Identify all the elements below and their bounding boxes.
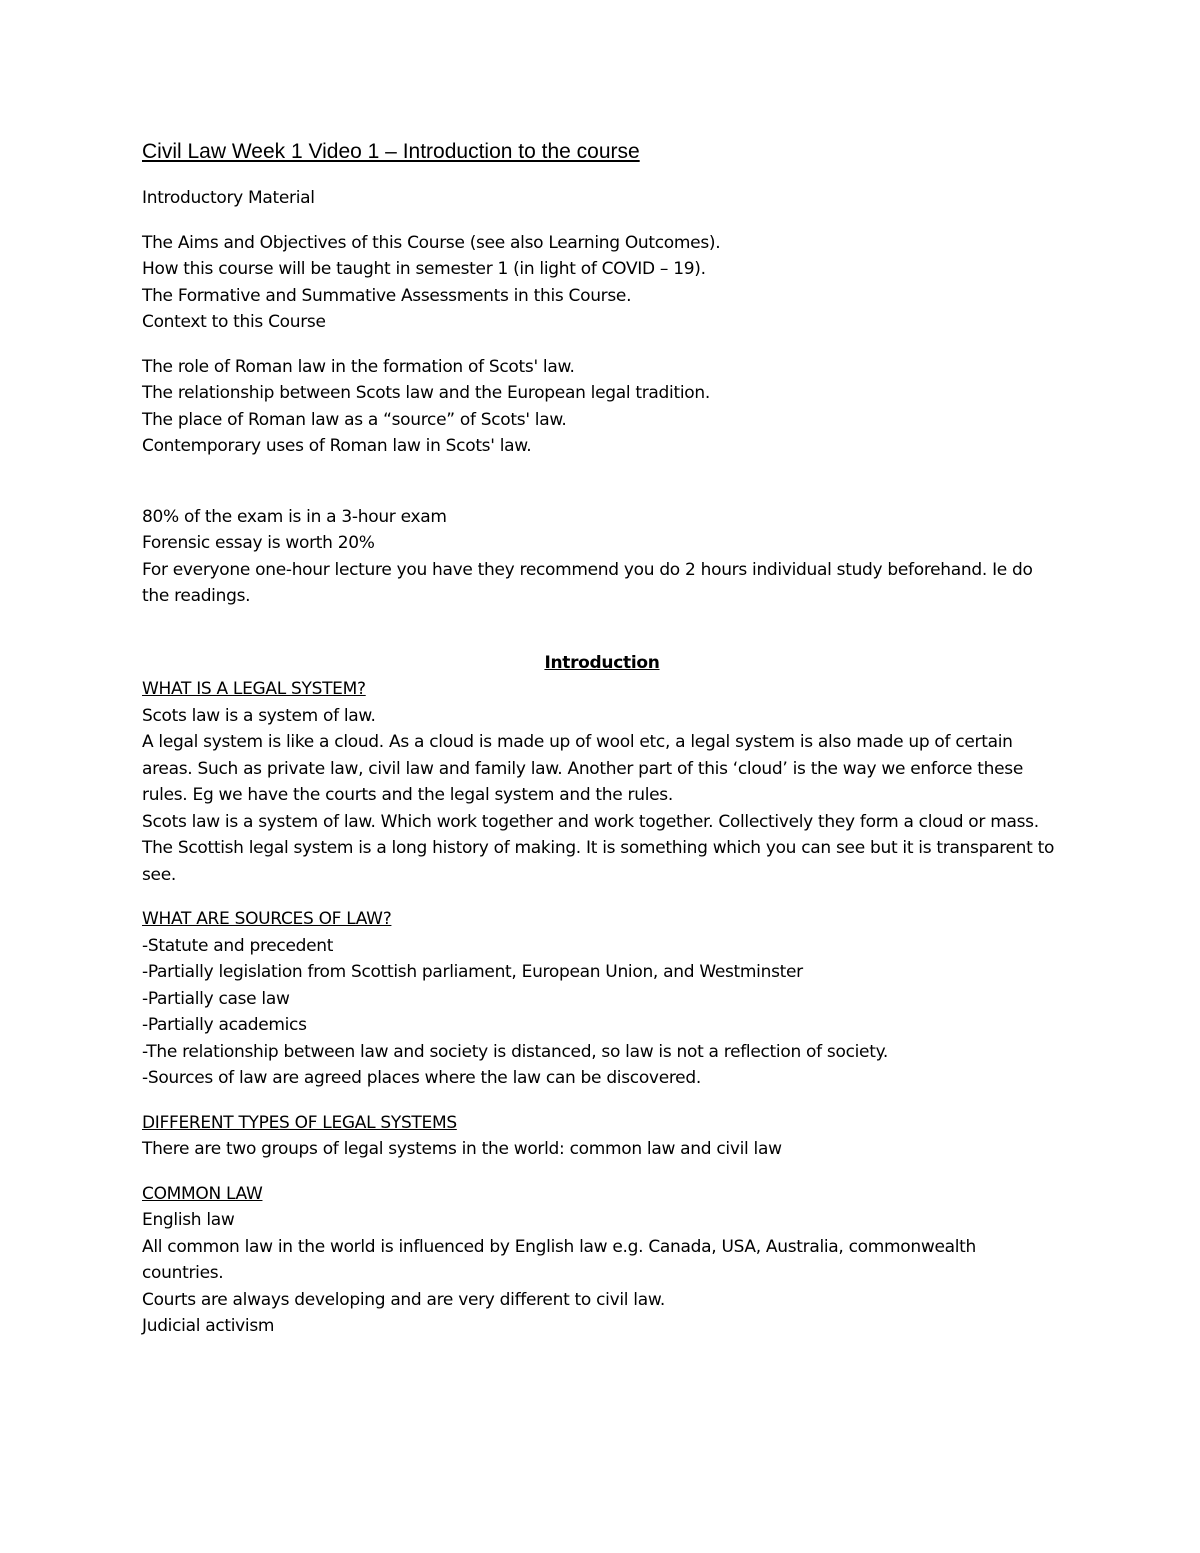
common-law-heading: COMMON LAW [142, 1183, 263, 1204]
legal-system-paragraph: Scots law is a system of law. Which work together and work together. Collectively they form a cloud or mass. [142, 811, 1039, 832]
sources-item: -Statute and precedent [142, 935, 334, 956]
assessment-item: Forensic essay is worth 20% [142, 533, 375, 553]
sources-item: -Partially academics [142, 1015, 307, 1035]
intro-item: The Aims and Objectives of this Course (see also Learning Outcomes). [142, 232, 721, 253]
sources-item: -Partially case law [142, 988, 290, 1009]
sources-heading: WHAT ARE SOURCES OF LAW? [142, 909, 392, 929]
intro-item: How this course will be taught in semester 1 (in light of COVID – 19). [142, 259, 706, 279]
document-title: Civil Law Week 1 Video 1 – Introduction to the course [142, 140, 640, 163]
legal-system-heading: WHAT IS A LEGAL SYSTEM? [142, 679, 366, 699]
types-text: There are two groups of legal systems in the world: common law and civil law [142, 1139, 782, 1159]
intro-item: Context to this Course [142, 312, 326, 332]
legal-system-paragraph: Scots law is a system of law. [142, 705, 376, 726]
common-law-paragraph: Courts are always developing and are very different to civil law. [142, 1289, 665, 1310]
intro-heading: Introductory Material [142, 188, 315, 208]
context-item: Contemporary uses of Roman law in Scots' law. [142, 436, 532, 456]
types-heading: DIFFERENT TYPES OF LEGAL SYSTEMS [142, 1112, 457, 1133]
context-item: The place of Roman law as a “source” of Scots' law. [142, 409, 567, 430]
document-page [142, 135, 1062, 1340]
context-item: The role of Roman law in the formation of Scots' law. [142, 356, 575, 377]
common-law-paragraph: English law [142, 1210, 235, 1230]
document-body [142, 185, 1062, 1340]
sources-item: -Sources of law are agreed places where the law can be discovered. [142, 1068, 701, 1088]
common-law-paragraph: Judicial activism [142, 1316, 275, 1336]
common-law-paragraph: All common law in the world is influenced by English law e.g. Canada, USA, Australia, commonwealth countries. [142, 1236, 977, 1283]
context-item: The relationship between Scots law and the European legal tradition. [142, 383, 710, 403]
legal-system-paragraph: The Scottish legal system is a long history of making. It is something which you can see but it is transparent to see. [142, 838, 1055, 885]
legal-system-paragraph: A legal system is like a cloud. As a cloud is made up of wool etc, a legal system is also made up of certain areas. Such as private law, civil law and family law. Another part of this ‘cloud’ is the way we enforce these rules. Eg we have the courts and the legal system and the rules. [142, 732, 1024, 805]
assessment-item: 80% of the exam is in a 3-hour exam [142, 506, 447, 527]
section-heading: Introduction [544, 652, 660, 673]
sources-item: -Partially legislation from Scottish parliament, European Union, and Westminster [142, 962, 803, 982]
assessment-item: For everyone one-hour lecture you have they recommend you do 2 hours individual study beforehand. Ie do the readings. [142, 559, 1033, 606]
intro-item: The Formative and Summative Assessments in this Course. [142, 285, 632, 306]
sources-item: -The relationship between law and society is distanced, so law is not a reflection of society. [142, 1041, 889, 1062]
